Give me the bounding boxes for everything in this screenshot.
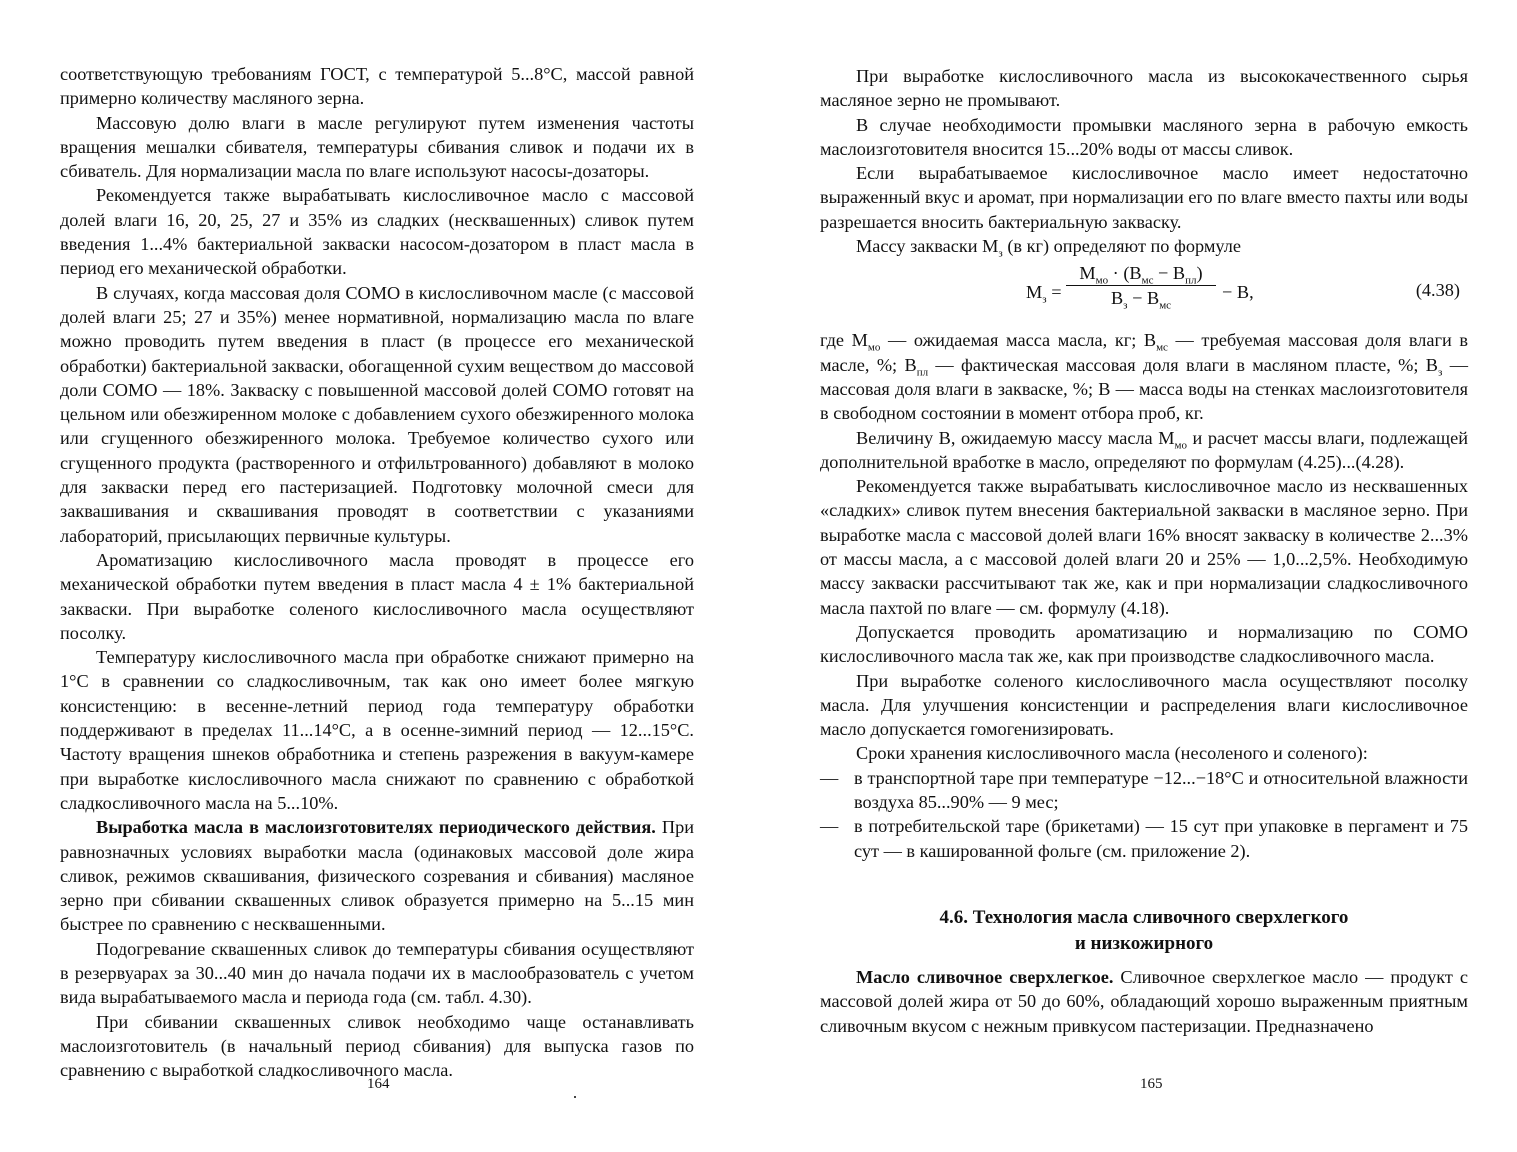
right-paragraph-7: Рекомендуется также вырабатывать кислосливочное масло из несквашенных «сладких» сливок путем внесения бактериальной закваски в масляное зерно. При выработке масла с массовой долей влаги 16% вносят закваску в количестве 2...3% от массы масла, а с массовой долей влаги 20 и 25% — 1,0...2,5%. Необходимую массу закваски рассчитывают так же, как и при нормализации сладкосливочного масла пахтой по влаге — см. формулу (4.18). xyxy=(820,476,1468,618)
left-paragraph-3: Рекомендуется также вырабатывать кислосливочное масло с массовой долей влаги 16, 20, 25, 27 и 35% из сладких (несквашенных) сливок путем введения 1...4% бактериальной закваски насосом-дозатором в пласт масла в период его механической обработки. xyxy=(60,185,694,279)
den-a-sub: з xyxy=(1123,300,1128,313)
p6-sub: мо xyxy=(1174,439,1187,452)
right-paragraph-1: При выработке кислосливочного масла из высококачественного сырья масляное зерно не промывают. xyxy=(820,66,1468,111)
formula-rhs: − В, xyxy=(1222,282,1254,303)
list-item xyxy=(820,814,1468,863)
right-paragraph-9: При выработке соленого кислосливочного масла осуществляют посолку масла. Для улучшения консистенции и распределения влаги кислосливочное масло допускается гомогенизировать. xyxy=(820,670,1468,740)
num-a-sub: мо xyxy=(1095,275,1109,288)
p5-t3: — фактическая массовая доля влаги в масляном пласте, %; В xyxy=(928,354,1438,375)
num-a: М xyxy=(1079,263,1096,284)
list-item-text: в транспортной таре при температуре −12...−18°С и относительной влажности воздуха 85...90% — 9 мес; xyxy=(854,767,1468,813)
left-paragraph-1: соответствующую требованиям ГОСТ, с температурой 5...8°С, массой равной примерно количеству масляного зерна. xyxy=(60,64,694,109)
ultralight-butter-heading: Масло сливочное сверхлегкое. xyxy=(856,966,1114,987)
right-paragraph-2: В случае необходимости промывки масляного зерна в рабочую емкость маслоизготовителя вносится 15...20% воды от массы сливок. xyxy=(820,114,1468,159)
p4-sub: з xyxy=(998,247,1003,260)
list-item-text: в потребительской таре (брикетами) — 15 сут при упаковке в пергамент и 75 сут — в кашированной фольге (см. приложение 2). xyxy=(854,816,1468,861)
page-number-right: 165 xyxy=(1140,1076,1163,1092)
p5-s2: мс xyxy=(1156,342,1168,355)
p5-s3: пл xyxy=(916,366,929,379)
p5-t4: — массовая доля влаги в закваске, %; В — масса воды на стенках маслоизготовителя в свободном состоянии в момент отбора проб, кг. xyxy=(820,354,1468,424)
p4-text-a: Массу закваски М xyxy=(856,236,999,257)
p5-t0: где М xyxy=(820,330,868,351)
right-paragraph-4 xyxy=(820,234,1468,258)
den-a: В xyxy=(1110,288,1124,309)
scan-speck xyxy=(574,1096,576,1098)
left-paragraph-7-text: При равнозначных условиях выработки масла (одинаковых массовой доле жира сливок, режимов сквашивания, физического созревания и сбивания) масляное зерно при сбивании сквашенных сливок образуется примерно на 5...15 мин быстрее по сравнению с несквашенными. xyxy=(60,817,695,935)
den-b-sub: мс xyxy=(1159,300,1172,313)
section-heading xyxy=(820,905,1468,957)
left-paragraph-7 xyxy=(60,815,694,936)
formula-fraction xyxy=(1066,262,1216,313)
right-paragraph-11-text: Сливочное сверхлегкое масло — продукт с массовой долей жира от 50 до 60%, обладающий хорошо выраженным приятным сливочным вкусом с нежным привкусом пастеризации. Предназначено xyxy=(820,966,1468,1036)
left-paragraph-8: Подогревание сквашенных сливок до температуры сбивания осуществляют в резервуарах за 30...40 мин до начала подачи их в маслообразователь с учетом вида вырабатываемого масла и периода года (см. табл. 4.30). xyxy=(60,938,694,1008)
den-b: − В xyxy=(1127,288,1160,309)
p4-text-b: (в кг) определяют по формуле xyxy=(1002,236,1242,257)
formula-lhs-symbol: М xyxy=(1026,282,1043,303)
list-item xyxy=(820,766,1468,815)
list-dash: — xyxy=(820,816,839,837)
left-paragraph-6: Температуру кислосливочного масла при обработке снижают примерно на 1°С в сравнении со сладкосливочным, так как оно имеет более мягкую консистенцию: в весенне-летний период года температуру обработки поддерживают в пределах 11...14°С, а в осенне-зимний период — 12...15°С. Частоту вращения шнеков обработника и степень разрежения в вакуум-камере при выработке кислосливочного масла снижают по сравнению с обработкой сладкосливочного масла на 5...10%. xyxy=(60,647,694,813)
page-number-left: 164 xyxy=(367,1076,390,1092)
p6-b: и расчет массы влаги, подлежащей дополнительной вработке в масло, определяют по формулам (4.25)...(4.28). xyxy=(820,427,1468,472)
p5-s4: з xyxy=(1438,366,1443,379)
p5-t2: — требуемая массовая доля влаги в масле, %; В xyxy=(820,330,1469,375)
right-paragraph-3: Если вырабатываемое кислосливочное масло имеет недостаточно выраженный вкус и аромат, при нормализации его по влаге вместо пахты или воды разрешается вносить бактериальную закваску. xyxy=(820,163,1468,232)
p5-t1: — ожидаемая масса масла, кг; В xyxy=(880,330,1157,351)
num-b-sub: мс xyxy=(1141,275,1154,288)
right-paragraph-5 xyxy=(820,328,1468,425)
formula-lhs-sub: з xyxy=(1042,294,1047,307)
formula-numerator xyxy=(1066,262,1216,286)
equation-number: (4.38) xyxy=(1415,280,1460,301)
left-paragraph-4: В случаях, когда массовая доля СОМО в кислосливочном масле (с массовой долей влаги 25; 27 и 35%) менее нормативной, нормализацию масла по влаге можно проводить путем введения в пласт (в процессе его механической обработки) бактериальной закваски, обогащенной сухим веществом до массовой доли СОМО — 18%. Закваску с повышенной массовой долей СОМО готовят на цельном или обезжиренном молоке с добавлением сухого обезжиренного молока или сгущенного обезжиренного молока. Требуемое количество сухого или сгущенного продукта (растворенного и отфильтрованного) добавляют в молоко для закваски перед его пастеризацией. Подготовку молочной смеси для заквашивания и сквашивания проводят в соответствии с указаниями лабораторий, присылающих первичные культуры. xyxy=(60,282,694,546)
section-heading-line-1: 4.6. Технология масла сливочного сверхлегкого xyxy=(939,906,1349,928)
section-heading-line-2: и низкожирного xyxy=(1074,932,1214,954)
right-page xyxy=(820,64,1468,1038)
list-dash: — xyxy=(820,767,839,788)
left-page xyxy=(60,62,694,1082)
num-c-sub: пл xyxy=(1185,275,1197,288)
storage-terms-list xyxy=(820,766,1468,863)
right-paragraph-8: Допускается проводить ароматизацию и нормализацию по СОМО кислосливочного масла так же, как при производстве сладкосливочного масла. xyxy=(820,621,1468,667)
num-b: · (В xyxy=(1108,263,1142,284)
formula-lhs: $М_з$ = xyxy=(1026,282,1062,307)
right-paragraph-6 xyxy=(820,426,1468,475)
left-paragraph-2: Массовую долю влаги в масле регулируют путем изменения частоты вращения мешалки сбивателя, температуры сбивания сливок и подачи их в сбиватель. Для нормализации масла по влаге используют насосы-дозаторы. xyxy=(60,112,694,182)
right-paragraph-11 xyxy=(820,965,1468,1038)
left-paragraph-9: При сбивании сквашенных сливок необходимо чаще останавливать маслоизготовитель (в начальный период сбивания) для выпуска газов по сравнению с выработкой сладкосливочного масла. xyxy=(60,1011,694,1081)
num-d: ) xyxy=(1196,263,1203,284)
batch-churn-heading: Выработка масла в маслоизготовителях периодического действия. xyxy=(96,817,656,838)
formula-denominator xyxy=(1066,286,1216,313)
p6-a: Величину В, ожидаемую массу масла М xyxy=(856,427,1175,448)
p5-s1: мо xyxy=(867,342,881,355)
left-paragraph-5: Ароматизацию кислосливочного масла проводят в процессе его механической обработки путем введения в пласт масла 4 ± 1% бактериальной закваски. При выработке соленого кислосливочного масла осуществляют посолку. xyxy=(60,549,694,643)
formula-4-38 xyxy=(820,262,1468,322)
num-c: − В xyxy=(1153,263,1186,284)
right-paragraph-10: Сроки хранения кислосливочного масла (несоленого и соленого): xyxy=(856,743,1368,764)
